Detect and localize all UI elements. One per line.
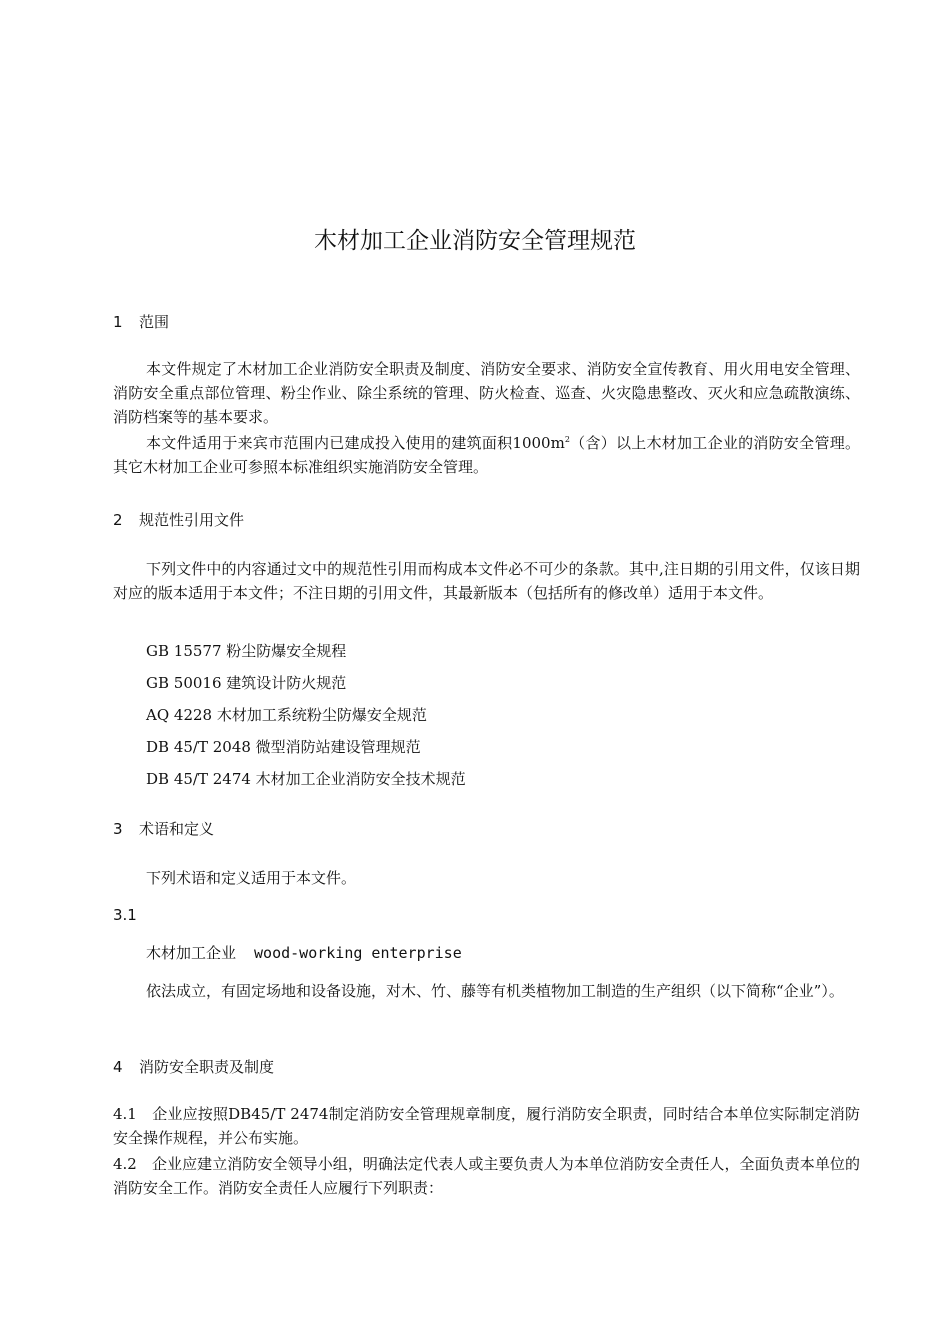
item-4-2: 4.2 企业应建立消防安全领导小组，明确法定代表人或主要负责人为本单位消防安全责任人，全面负责本单位的消防安全工作。消防安全责任人应履行下列职责： (113, 1155, 860, 1197)
section-1-paragraph-1: 本文件规定了木材加工企业消防安全职责及制度、消防安全要求、消防安全宣传教育、用火用电安全管理、消防安全重点部位管理、粉尘作业、除尘系统的管理、防火检查、巡查、火灾隐患整改、灭火和应急疏散演练、消防档案等的基本要求。 (113, 360, 860, 426)
section-1-title: 范围 (139, 313, 170, 331)
section-1-paragraph-2 (113, 431, 860, 479)
term-english: wood-working enterprise (254, 944, 462, 962)
reference-item: DB 45/T 2048 微型消防站建设管理规范 (146, 738, 421, 756)
term-definition: 依法成立，有固定场地和设备设施，对木、竹、藤等有机类植物加工制造的生产组织（以下简称“企业”）。 (146, 982, 844, 1000)
section-4-number: 4 (113, 1058, 123, 1076)
reference-item: DB 45/T 2474 木材加工企业消防安全技术规范 (146, 770, 466, 788)
section-1-number: 1 (113, 313, 123, 331)
reference-item: AQ 4228 木材加工系统粉尘防爆安全规范 (146, 706, 427, 724)
section-3-number: 3 (113, 820, 123, 838)
section-1-heading (113, 311, 169, 332)
item-4-1: 4.1 企业应按照DB45/T 2474制定消防安全管理规章制度，履行消防安全职责，同时结合本单位实际制定消防安全操作规程，并公布实施。 (113, 1105, 860, 1147)
superscript-2: 2 (564, 435, 570, 444)
section-3-title: 术语和定义 (139, 820, 215, 838)
reference-item: GB 15577 粉尘防爆安全规程 (146, 642, 347, 660)
section-4-title: 消防安全职责及制度 (139, 1058, 275, 1076)
document-title: 木材加工企业消防安全管理规范 (314, 228, 636, 254)
section-2-title: 规范性引用文件 (139, 511, 245, 529)
section-3-intro: 下列术语和定义适用于本文件。 (146, 869, 357, 887)
term-chinese: 木材加工企业 (146, 944, 237, 962)
section-2-heading (113, 509, 244, 530)
term-entry (146, 942, 462, 963)
section-4-heading (113, 1056, 274, 1077)
paragraph-2-text-b: （含）以上木材加工企业的消防安全管理。其它木材加工企业可参照本标准组织实施消防安全管理。 (113, 434, 860, 476)
item-3-1-number: 3.1 (113, 906, 137, 924)
reference-item: GB 50016 建筑设计防火规范 (146, 674, 347, 692)
section-2-number: 2 (113, 511, 123, 529)
section-3-heading (113, 818, 214, 839)
section-2-paragraph: 下列文件中的内容通过文中的规范性引用而构成本文件必不可少的条款。其中,注日期的引用文件，仅该日期对应的版本适用于本文件；不注日期的引用文件，其最新版本（包括所有的修改单）适用于本文件。 (113, 560, 860, 602)
paragraph-2-text-a: 本文件适用于来宾市范围内已建成投入使用的建筑面积1000m (146, 434, 565, 452)
